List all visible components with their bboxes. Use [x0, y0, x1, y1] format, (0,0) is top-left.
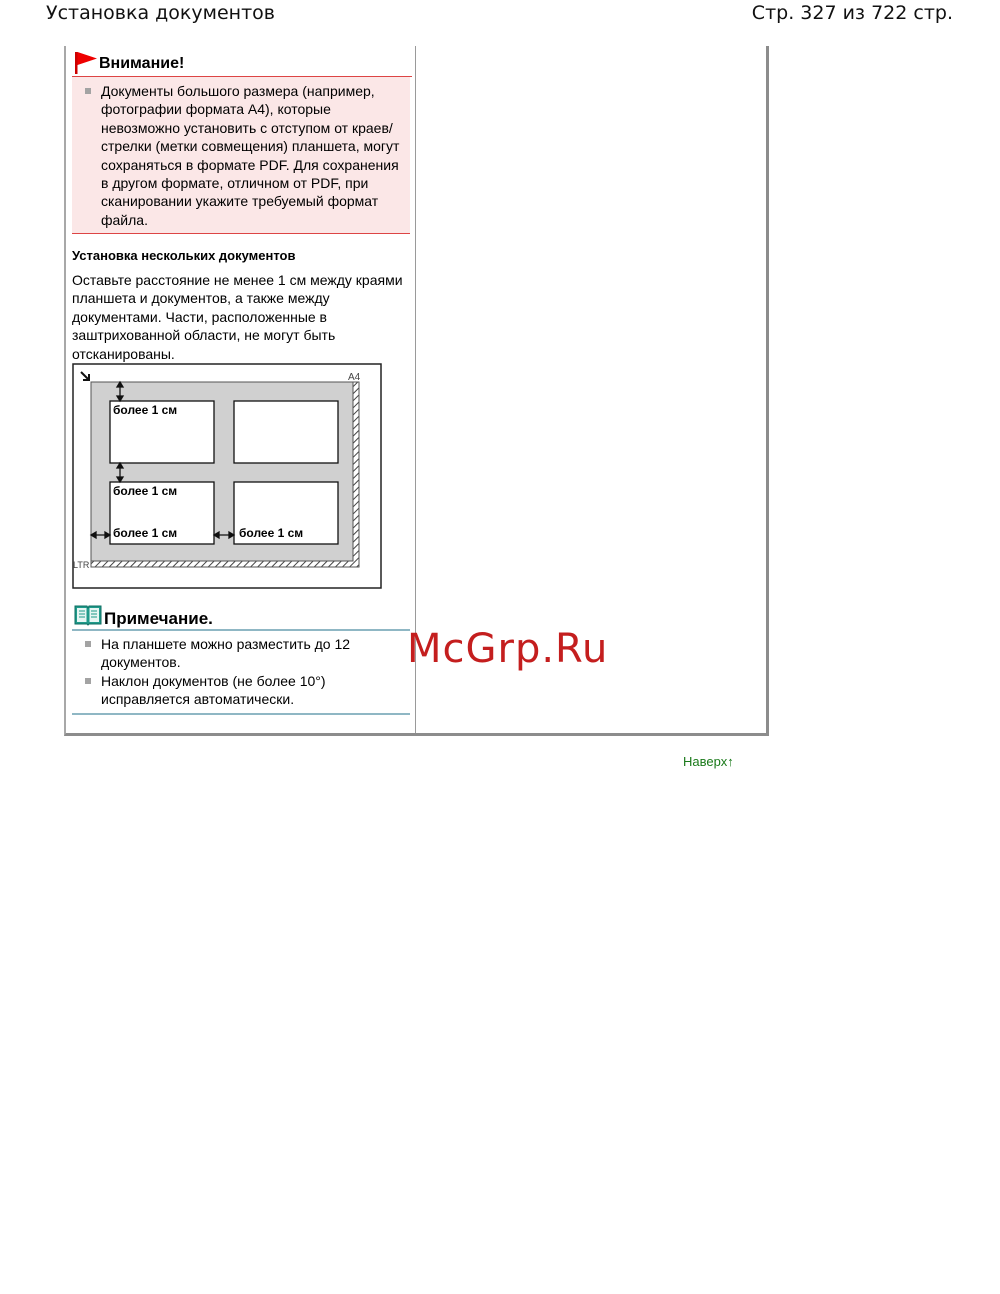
open-book-icon — [74, 604, 102, 626]
caution-header — [72, 50, 412, 77]
note-title: Примечание. — [104, 609, 213, 628]
section-title: Установка нескольких документов — [72, 248, 296, 263]
page-counter: Стр. 327 из 722 стр. — [751, 2, 953, 24]
watermark: McGrp.Ru — [407, 626, 609, 672]
gap-label: более 1 см — [239, 526, 304, 540]
page-header-title: Установка документов — [46, 2, 275, 24]
caution-body — [72, 77, 410, 234]
ltr-mark-label: LTR — [73, 560, 90, 570]
section-text: Оставьте расстояние не менее 1 см между краями планшета и документов, а также между документами. Части, расположенные в заштрихованной области, не могут быть отсканированы. — [72, 272, 403, 362]
a4-mark-label: A4 — [348, 372, 361, 383]
back-to-top-label: Наверх — [683, 754, 728, 769]
up-arrow-icon: ↑ — [727, 754, 734, 769]
document-slot — [234, 401, 338, 463]
gap-label: более 1 см — [113, 484, 178, 498]
placement-diagram — [72, 363, 384, 591]
back-to-top-link[interactable] — [683, 754, 734, 769]
red-flag-icon — [74, 51, 98, 75]
caution-title: Внимание! — [99, 55, 185, 72]
note-body — [72, 633, 410, 715]
caution-item: Документы большого размера (например, фотографии формата A4), которые невозможно установить с отступом от краев/стрелки (метки совмещения) планшета, могут сохраняться в формате PDF. Для сохранения в другом формате, отличном от PDF, при сканировании укажите требуемый формат файла. — [72, 82, 402, 229]
note-item: На планшете можно разместить до 12 документов. — [72, 635, 402, 672]
note-header — [72, 602, 410, 631]
note-item: Наклон документов (не более 10°) исправляется автоматически. — [72, 672, 402, 709]
gap-label: более 1 см — [113, 526, 178, 540]
gap-label: более 1 см — [113, 403, 178, 417]
